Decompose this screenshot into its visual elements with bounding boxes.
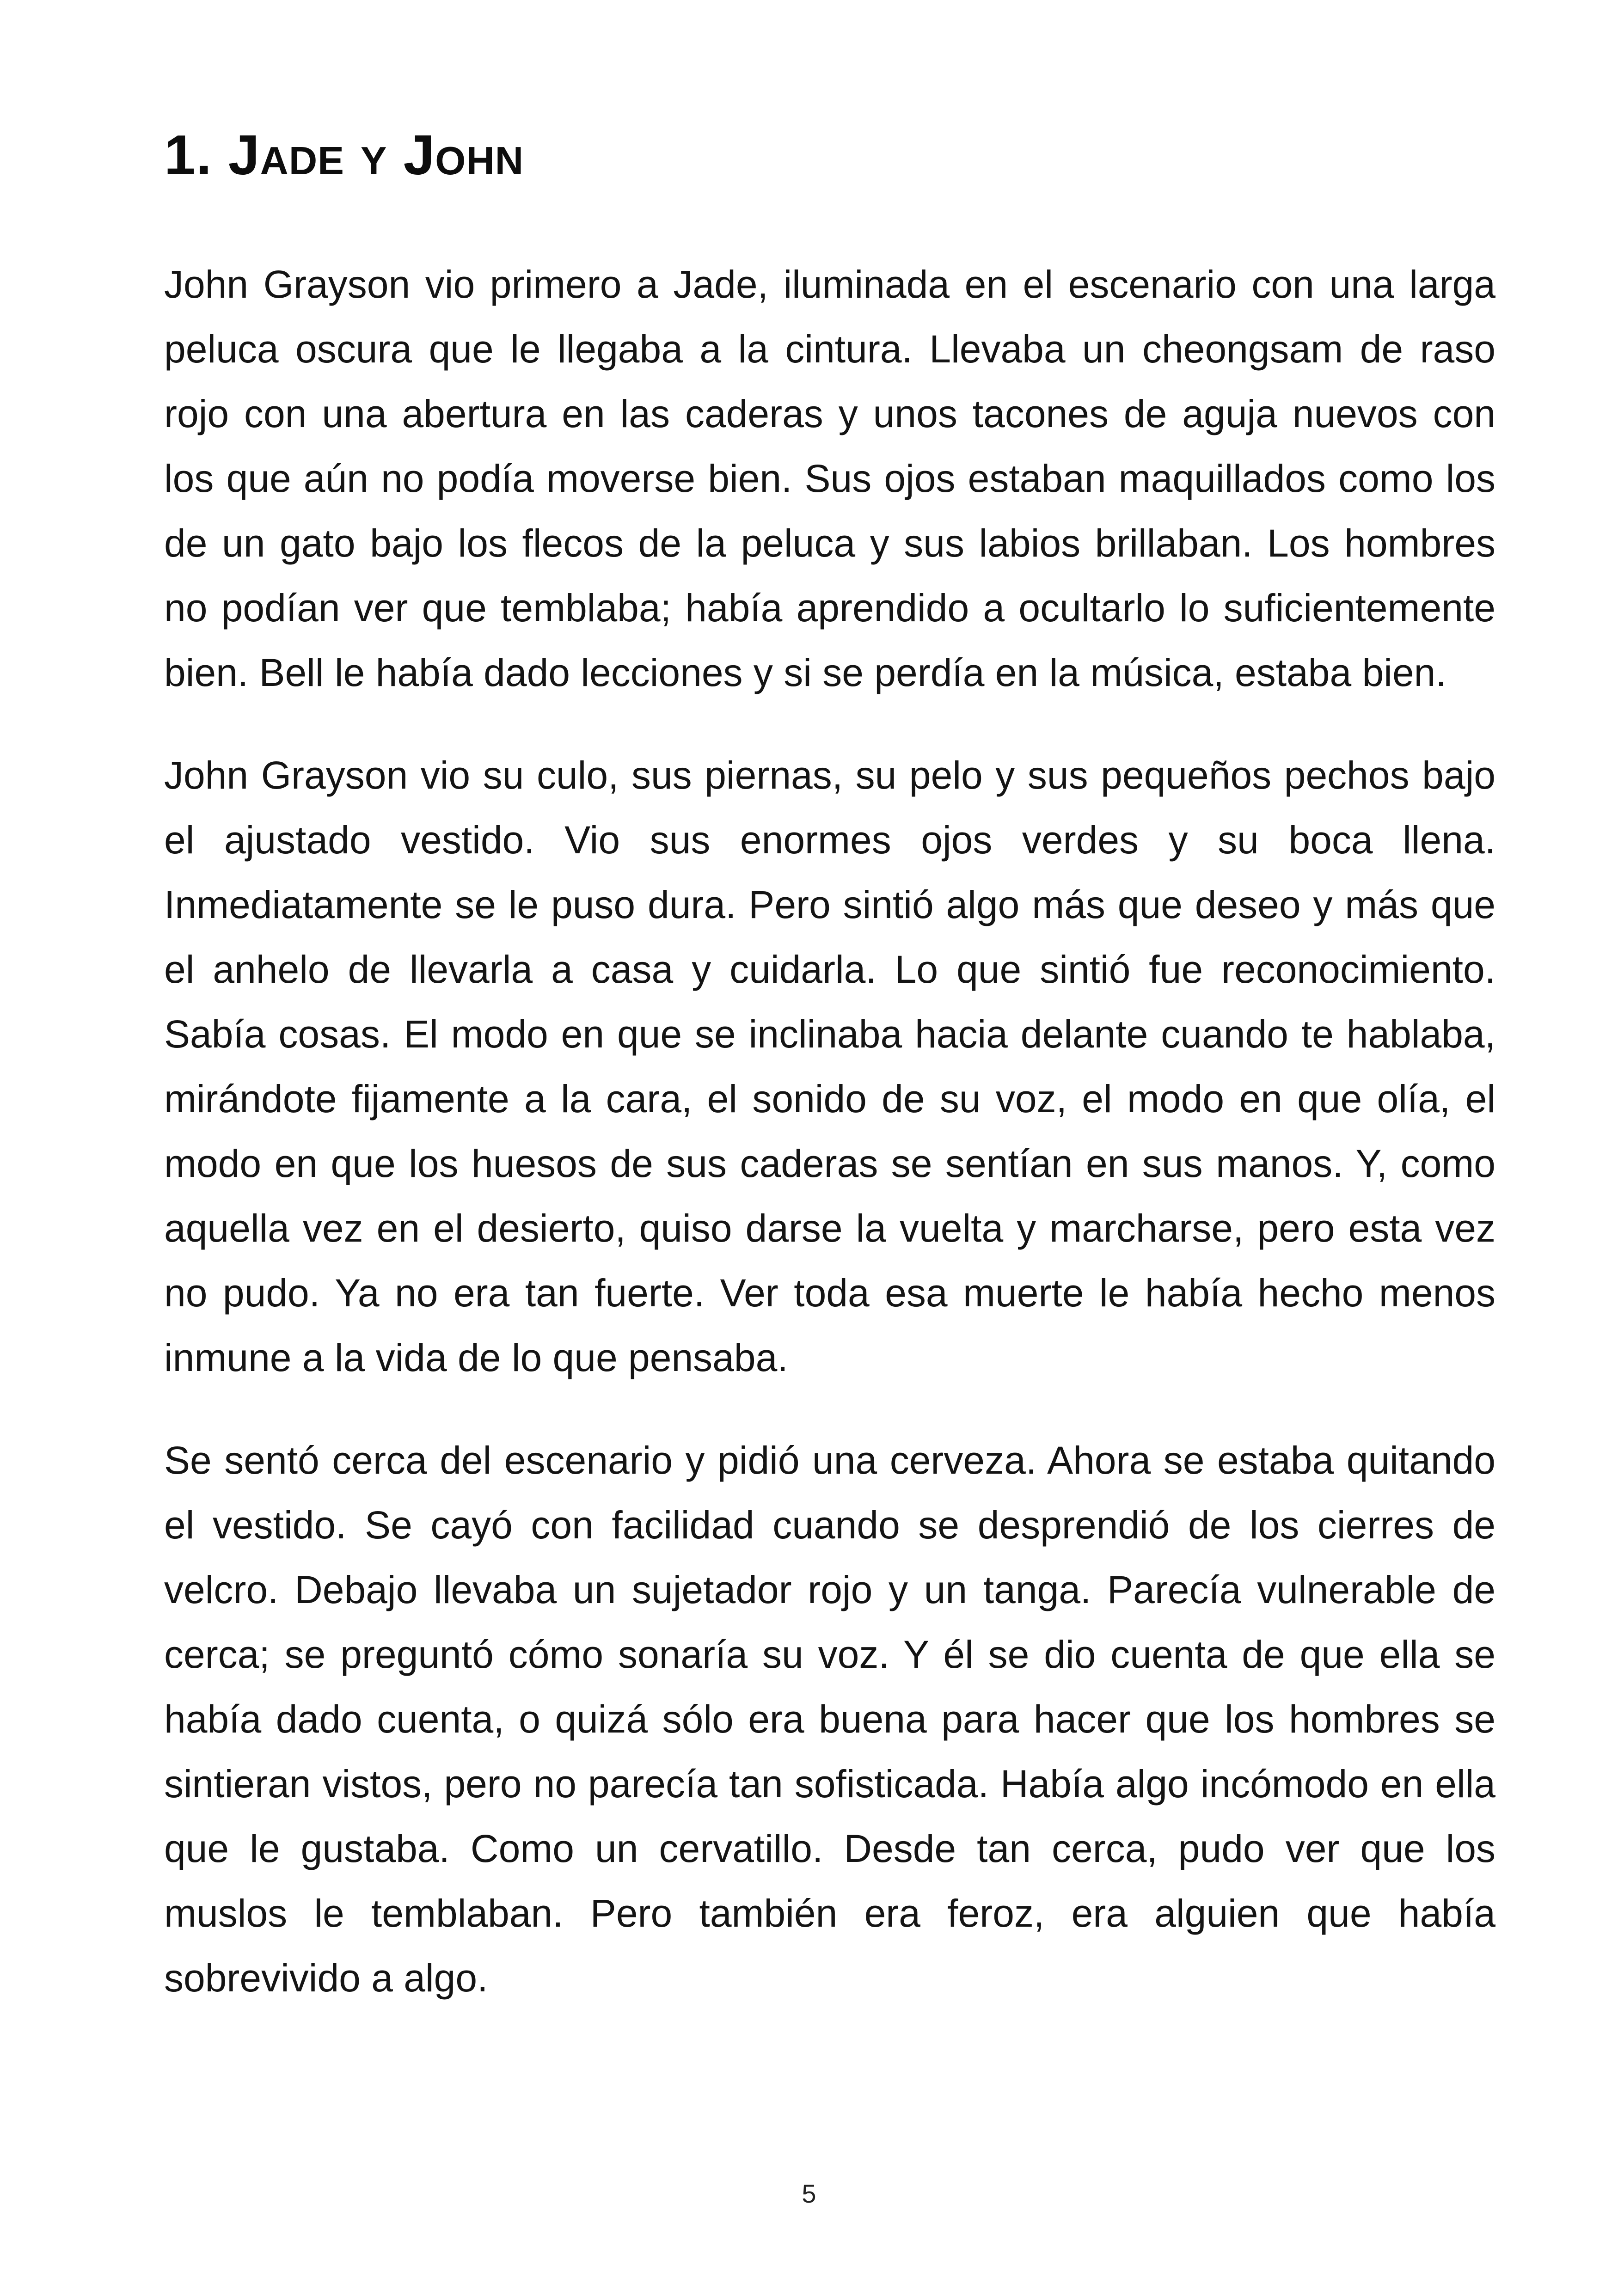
body-text bbox=[164, 252, 1495, 2048]
paragraph-1: John Grayson vio primero a Jade, iluminada en el escenario con una larga peluca oscura que le llegaba a la cintura. Llevaba un cheongsam de raso rojo con una abertura en las caderas y unos tacones de aguja nuevos con los que aún no podía moverse bien. Sus ojos estaban maquillados como los de un gato bajo los flecos de la peluca y sus labios brillaban. Los hombres no podían ver que temblaba; había aprendido a ocultarlo lo suficientemente bien. Bell le había dado lecciones y si se perdía en la música, estaba bien. bbox=[164, 263, 1495, 694]
chapter-title: 1. Jade y John bbox=[164, 123, 524, 186]
page-number: 5 bbox=[802, 2179, 816, 2208]
paragraph-3: Se sentó cerca del escenario y pidió una cerveza. Ahora se estaba quitando el vestido. Se cayó con facilidad cuando se desprendió de los cierres de velcro. Debajo llevaba un sujetador rojo y un tanga. Parecía vulnerable de cerca; se preguntó cómo sonaría su voz. Y él se dio cuenta de que ella se había dado cuenta, o quizá sólo era buena para hacer que los hombres se sintieran vistos, pero no parecía tan sofisticada. Había algo incómodo en ella que le gustaba. Como un cervatillo. Desde tan cerca, pudo ver que los muslos le temblaban. Pero también era feroz, era alguien que había sobrevivido a algo. bbox=[164, 1439, 1495, 2000]
paragraph-2: John Grayson vio su culo, sus piernas, su pelo y sus pequeños pechos bajo el ajustado vestido. Vio sus enormes ojos verdes y su boca llena. Inmediatamente se le puso dura. Pero sintió algo más que deseo y más que el anhelo de llevarla a casa y cuidarla. Lo que sintió fue reconocimiento. Sabía cosas. El modo en que se inclinaba hacia delante cuando te hablaba, mirándote fijamente a la cara, el sonido de su voz, el modo en que olía, el modo en que los huesos de sus caderas se sentían en sus manos. Y, como aquella vez en el desierto, quiso darse la vuelta y marcharse, pero esta vez no pudo. Ya no era tan fuerte. Ver toda esa muerte le había hecho menos inmune a la vida de lo que pensaba. bbox=[164, 753, 1495, 1379]
